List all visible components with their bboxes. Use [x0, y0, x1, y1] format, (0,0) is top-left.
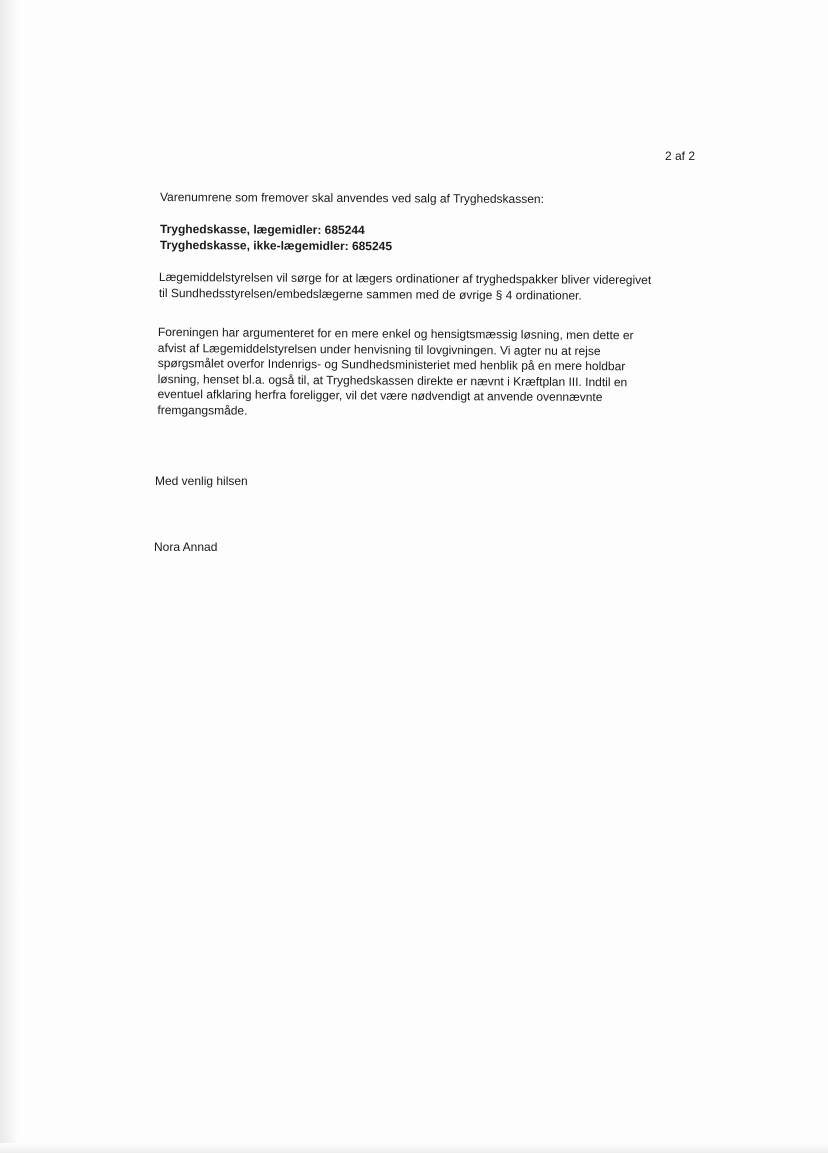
intro-text: Varenumrene som fremover skal anvendes ved salg af Tryghedskassen:: [159, 190, 544, 207]
paragraph-line: løsning, henset bl.a. også til, at Tryghedskassen direkte er nævnt i Kræftplan III. Indtil en: [157, 371, 628, 389]
page-number: 2 af 2: [665, 149, 696, 163]
paragraph-line: fremgangsmåde.: [157, 402, 248, 418]
scan-shadow-bottom: [0, 1143, 828, 1153]
paragraph-association: [157, 325, 633, 421]
signature-name: Nora Annad: [154, 540, 218, 554]
paragraph-line: eventuel afklaring herfra foreligger, vil det være nødvendigt at anvende ovennævnte: [157, 386, 603, 405]
paragraph-line: Foreningen har argumenteret for en mere enkel og hensigtsmæssig løsning, men dette er: [157, 325, 634, 343]
product-line-medicines: Tryghedskasse, lægemidler: 685244: [159, 222, 365, 238]
paragraph-line: Lægemiddelstyrelsen vil sørge for at lægers ordinationer af tryghedspakker bliver videregivet: [158, 270, 652, 288]
scan-shadow-left: [0, 0, 18, 1153]
product-number-list: [160, 222, 392, 254]
paragraph-line: til Sundhedsstyrelsen/embedslægerne sammen med de øvrige § 4 ordinationer.: [158, 285, 582, 303]
paragraph-line: spørgsmålet overfor Indenrigs- og Sundhedsministeriet med henblik på en mere holdbar: [157, 355, 626, 374]
product-line-non-medicines: Tryghedskasse, ikke-lægemidler: 685245: [159, 237, 393, 253]
paragraph-line: afvist af Lægemiddelstyrelsen under henvisning til lovgivningen. Vi agter nu at rejse: [157, 340, 601, 358]
closing-greeting: Med venlig hilsen: [155, 474, 248, 488]
paragraph-ordinations: [159, 270, 651, 304]
